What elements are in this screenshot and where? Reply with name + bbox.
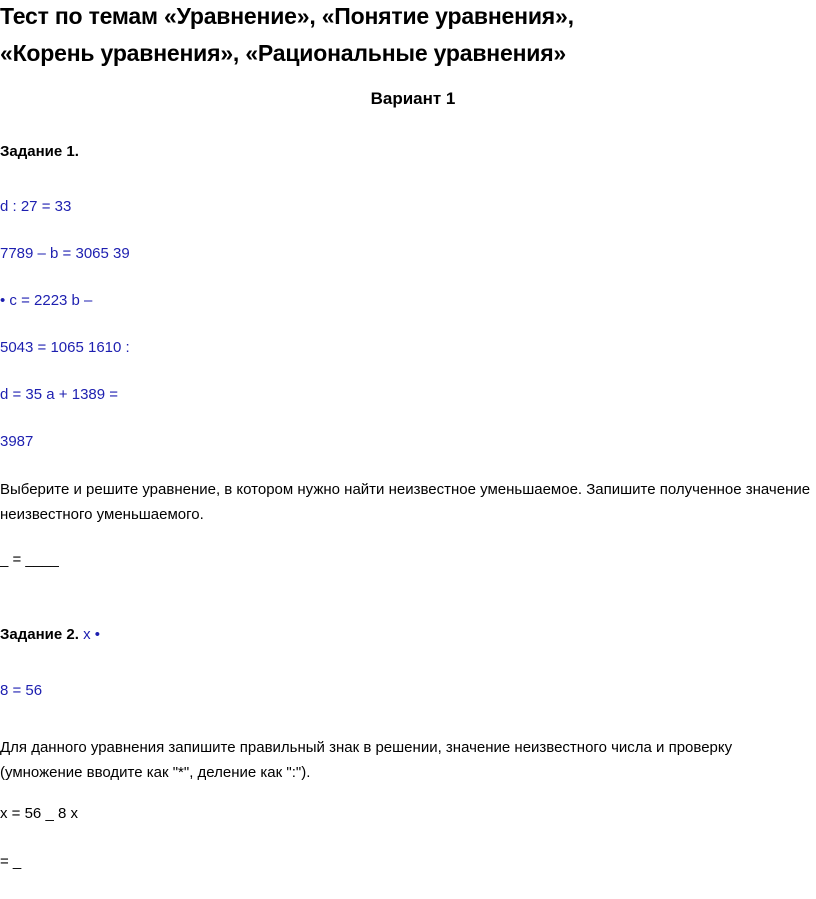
task-1-equation: 3987 bbox=[0, 433, 34, 450]
document-title-line-2: «Корень уравнения», «Рациональные уравнения» bbox=[0, 40, 567, 66]
task-2-heading-expression: x • bbox=[83, 626, 100, 643]
task-2-answer-line-2[interactable]: = _ bbox=[0, 853, 22, 870]
task-2-equation: 8 = 56 bbox=[0, 682, 43, 699]
task-1-equation: 7789 – b = 3065 39 bbox=[0, 245, 130, 262]
task-2-answer-line-1[interactable]: x = 56 _ 8 x bbox=[0, 805, 78, 822]
task-1-instruction: Выберите и решите уравнение, в котором нужно найти неизвестное уменьшаемое. Запишите полученное значение неизвестного уменьшаемого. bbox=[0, 481, 811, 523]
task-1-equation: d : 27 = 33 bbox=[0, 198, 72, 215]
document-title-line-1: Тест по темам «Уравнение», «Понятие уравнения», bbox=[0, 3, 574, 29]
task-2-heading bbox=[0, 626, 100, 643]
task-1-equation: • c = 2223 b – bbox=[0, 292, 93, 309]
task-2-heading-label: Задание 2. bbox=[0, 626, 79, 643]
task-2-instruction: Для данного уравнения запишите правильный знак в решении, значение неизвестного числа и проверку (умножение вводите как "*", деление как ":"). bbox=[0, 739, 733, 781]
task-1-equation: d = 35 a + 1389 = bbox=[0, 386, 119, 403]
task-1-heading: Задание 1. bbox=[0, 143, 79, 160]
variant-heading: Вариант 1 bbox=[370, 89, 456, 108]
task-1-answer-field[interactable]: _ = ____ bbox=[0, 551, 59, 568]
task-1-equation: 5043 = 1065 1610 : bbox=[0, 339, 130, 356]
